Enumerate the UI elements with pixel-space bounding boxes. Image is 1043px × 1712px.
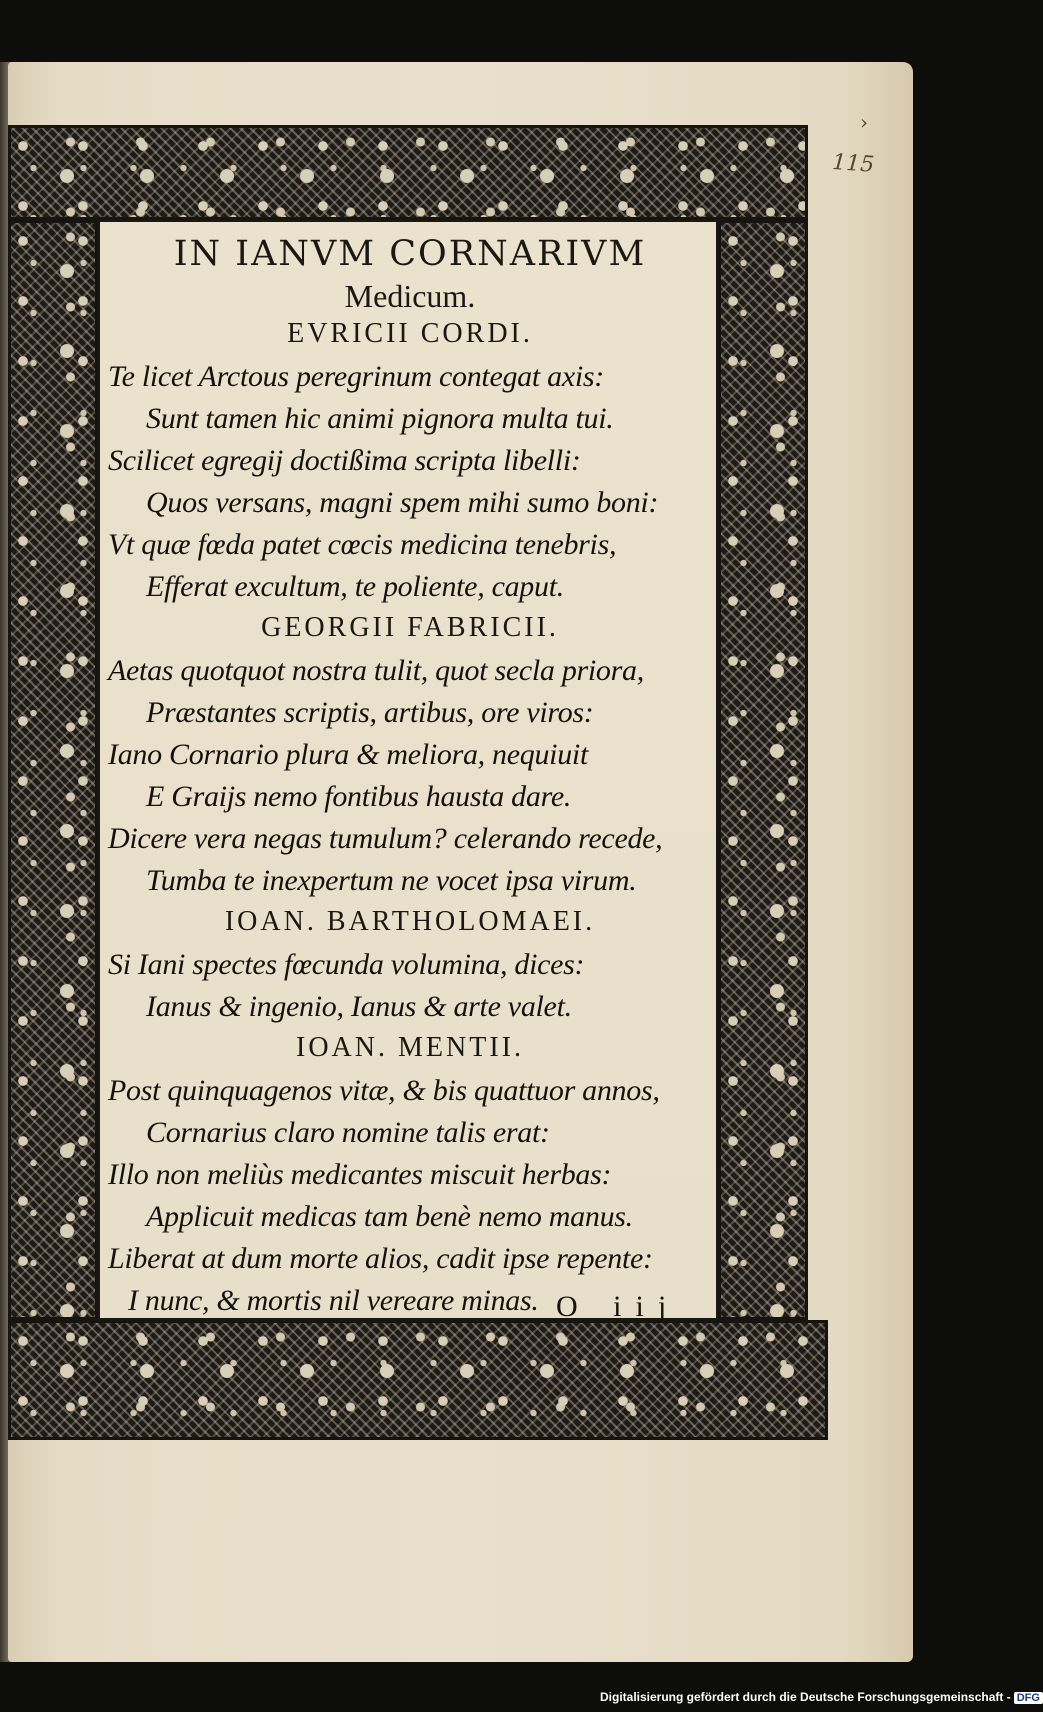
dfg-logo-badge: DFG xyxy=(1014,1692,1043,1704)
woodcut-border-left xyxy=(8,220,98,1320)
credit-text: Digitalisierung gefördert durch die Deutsche Forschungsgemeinschaft - xyxy=(600,1690,1011,1704)
verse-line: Iano Cornario plura & meliora, nequiuit xyxy=(108,738,588,771)
woodcut-border-bottom xyxy=(8,1320,828,1440)
verse-line: Applicuit medicas tam benè nemo manus. xyxy=(146,1200,633,1233)
page-subtitle: Medicum. xyxy=(344,278,476,314)
verse-line: Tumba te inexpertum ne vocet ipsa virum. xyxy=(146,864,637,897)
verse-line: Post quinquagenos vitæ, & bis quattuor annos, xyxy=(108,1074,660,1107)
verse-line: Aetas quotquot nostra tulit, quot secla priora, xyxy=(108,654,644,687)
poem-author: IOAN. MENTII. xyxy=(296,1032,524,1063)
verse-line: Illo non meliùs medicantes miscuit herbas: xyxy=(108,1158,612,1191)
poem-author: EVRICII CORDI. xyxy=(287,318,533,349)
verse-line: Vt quæ fœda patet cœcis medicina tenebris, xyxy=(108,528,617,561)
digitization-credit xyxy=(600,1690,1040,1710)
verse-line: Efferat excultum, te poliente, caput. xyxy=(146,570,564,603)
woodcut-border-top xyxy=(8,125,808,220)
poem-author: IOAN. BARTHOLOMAEI. xyxy=(224,906,596,937)
corner-tick-mark: › xyxy=(860,110,868,134)
folio-number: 115 xyxy=(831,149,876,178)
text-panel xyxy=(98,220,718,1320)
poem-author: GEORGII FABRICII. xyxy=(261,612,559,643)
verse-line: Liberat at dum morte alios, cadit ipse repente: xyxy=(108,1242,653,1275)
verse-line: Dicere vera negas tumulum? celerando recede, xyxy=(108,822,663,855)
verse-line: Sunt tamen hic animi pignora multa tui. xyxy=(146,402,614,435)
verse-line: I nunc, & mortis nil vereare minas. xyxy=(128,1284,539,1317)
verse-line: Præstantes scriptis, artibus, ore viros: xyxy=(146,696,594,729)
verse-line: Cornarius claro nomine talis erat: xyxy=(146,1116,550,1149)
verse-line: Scilicet egregij doctißima scripta libelli: xyxy=(108,444,581,477)
verse-line: Te licet Arctous peregrinum contegat axis: xyxy=(108,360,604,393)
woodcut-border-right xyxy=(718,220,808,1320)
signature-mark: O iij xyxy=(556,1290,681,1323)
verse-line: E Graijs nemo fontibus hausta dare. xyxy=(146,780,572,813)
verse-line: Si Iani spectes fœcunda volumina, dices: xyxy=(108,948,585,981)
verse-line: Ianus & ingenio, Ianus & arte valet. xyxy=(146,990,572,1023)
verse-line: Quos versans, magni spem mihi sumo boni: xyxy=(146,486,659,519)
page-title: IN IANVM CORNARIVM xyxy=(173,234,647,274)
